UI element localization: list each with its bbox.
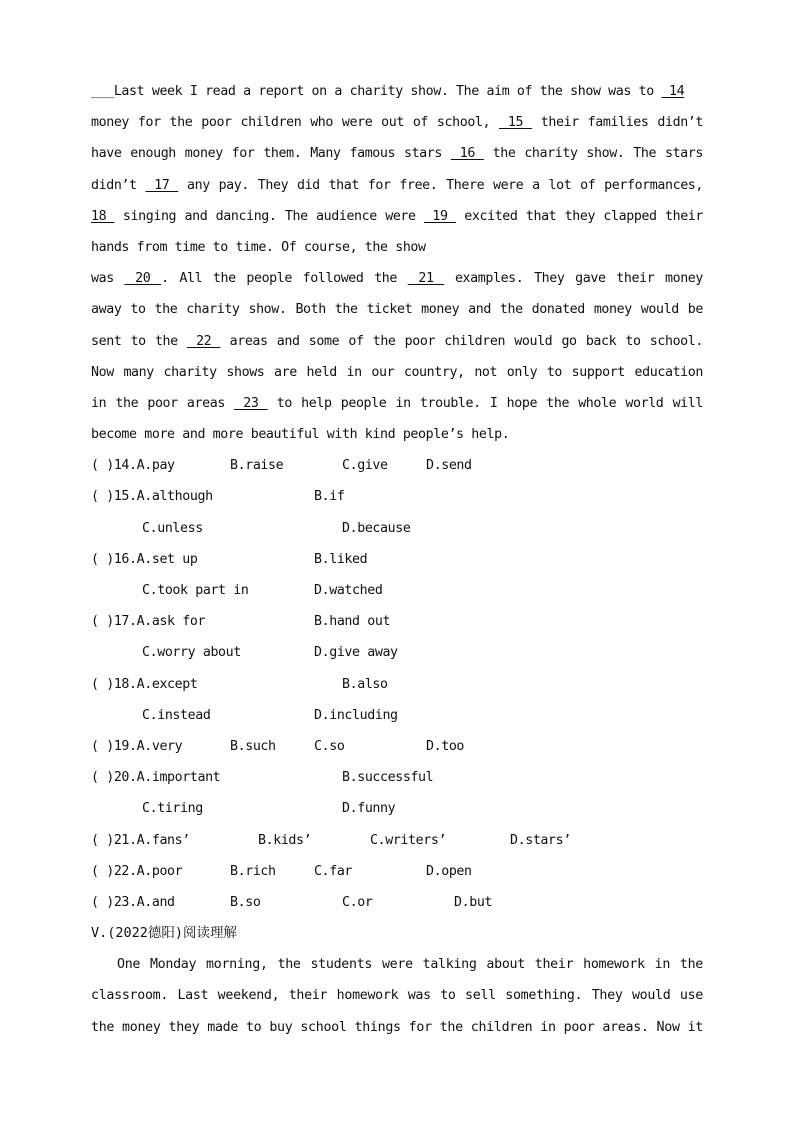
question-16 [91, 544, 703, 575]
option-d: D.because [342, 520, 411, 536]
question-stem: ( )16.A.set up [91, 551, 198, 567]
option-d: D.give away [314, 645, 398, 661]
option-b: B.successful [342, 770, 434, 786]
option-c: C.so [314, 738, 345, 754]
option-b: B.hand out [314, 614, 391, 630]
passage-line: in the poor areas 23 to help people in trouble. I hope the whole world will [91, 395, 703, 411]
question-22 [91, 856, 703, 887]
passage-line: hands from time to time. Of course, the show [91, 239, 426, 255]
option-c: C.or [342, 894, 373, 910]
question-16-cont [91, 575, 703, 606]
option-d: D.too [426, 738, 465, 754]
option-b: B.so [230, 894, 261, 910]
document-page [91, 76, 703, 1043]
passage-line: ___Last week I read a report on a charity show. The aim of the show was to 14 [91, 84, 685, 99]
blank-21: 21 [407, 271, 445, 287]
option-b: B.kids’ [258, 832, 312, 848]
passage-line: didn’t 17 any pay. They did that for free. There were a lot of performances, [91, 177, 704, 193]
blank-23: 23 [234, 395, 268, 411]
blank-18: 18 [91, 208, 115, 224]
question-18-cont [91, 700, 703, 731]
option-d: D.including [314, 707, 398, 723]
blank-19: 19 [424, 208, 456, 224]
option-d: D.funny [342, 801, 396, 817]
option-b: B.raise [230, 458, 284, 474]
option-c: C.took part in [142, 583, 249, 598]
passage-line: Now many charity shows are held in our country, not only to support education [91, 364, 703, 380]
passage-line: sent to the 22 areas and some of the poor children would go back to school. [91, 333, 704, 349]
question-stem: ( )14.A.pay [91, 458, 175, 474]
question-17 [91, 606, 703, 637]
option-c: C.far [314, 863, 353, 879]
passage-line: away to the charity show. Both the ticket money and the donated money would be [91, 302, 703, 318]
passage-line: become more and more beautiful with kind people’s help. [91, 427, 510, 443]
blank-17: 17 [145, 177, 179, 193]
question-14 [91, 450, 703, 481]
question-stem: ( )20.A.important [91, 770, 221, 786]
section-heading: V.(2022德阳)阅读理解 [91, 925, 238, 942]
question-stem: ( )22.A.poor [91, 863, 183, 879]
option-c: C.unless [142, 520, 203, 536]
question-19 [91, 731, 703, 762]
question-stem: ( )23.A.and [91, 894, 175, 910]
passage-line: money for the poor children who were out of school, 15 their families didn’t [91, 115, 704, 131]
passage-line: the money they made to buy school things for the children in poor areas. Now it [91, 1019, 703, 1035]
option-d: D.open [426, 863, 472, 879]
question-15 [91, 481, 703, 512]
question-stem: ( )19.A.very [91, 738, 183, 754]
option-c: C.writers’ [370, 832, 447, 848]
question-20-cont [91, 793, 703, 824]
option-b: B.rich [230, 863, 276, 879]
option-b: B.also [342, 676, 388, 692]
question-stem: ( )15.A.although [91, 489, 213, 505]
question-20 [91, 762, 703, 793]
question-21 [91, 825, 703, 856]
blank-14: 14 [661, 84, 685, 99]
option-b: B.if [314, 489, 345, 505]
question-list [91, 450, 703, 918]
question-18 [91, 669, 703, 700]
blank-15: 15 [499, 115, 532, 131]
question-stem: ( )21.A.fans’ [91, 832, 190, 848]
option-d: D.send [426, 458, 472, 474]
blank-16: 16 [450, 146, 484, 162]
question-17-cont [91, 637, 703, 668]
option-b: B.such [230, 738, 276, 754]
passage-line: was 20 . All the people followed the 21 examples. They gave their money [91, 271, 704, 287]
blank-20: 20 [124, 271, 162, 287]
reading-passage [91, 949, 703, 1043]
option-c: C.worry about [142, 645, 241, 661]
passage-line: 18 singing and dancing. The audience were 19 excited that they clapped their [91, 208, 704, 224]
option-c: C.tiring [142, 801, 203, 817]
option-d: D.watched [314, 583, 383, 598]
cloze-passage [91, 76, 703, 450]
passage-line: classroom. Last weekend, their homework was to sell something. They would use [91, 988, 703, 1004]
passage-line: have enough money for them. Many famous stars 16 the charity show. The stars [91, 146, 704, 162]
option-b: B.liked [314, 551, 368, 567]
question-stem: ( )17.A.ask for [91, 614, 206, 630]
option-c: C.instead [142, 707, 211, 723]
passage-line: One Monday morning, the students were talking about their homework in the [117, 957, 703, 973]
option-d: D.but [454, 894, 493, 910]
question-23 [91, 887, 703, 918]
option-d: D.stars’ [510, 832, 571, 848]
blank-22: 22 [186, 333, 221, 349]
option-c: C.give [342, 458, 388, 474]
question-stem: ( )18.A.except [91, 676, 198, 692]
question-15-cont [91, 513, 703, 544]
